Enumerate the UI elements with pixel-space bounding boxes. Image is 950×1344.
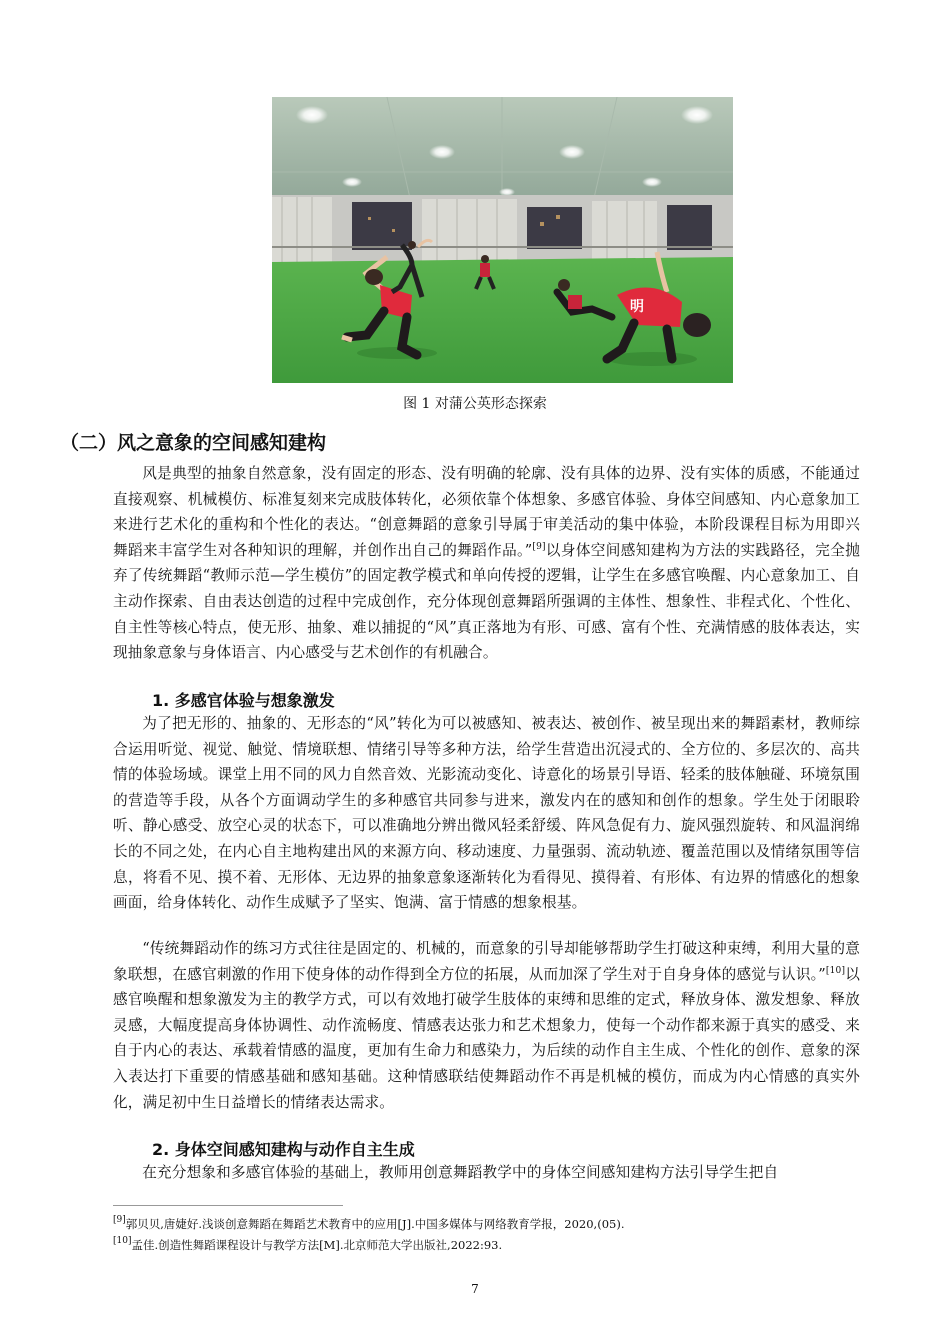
paragraph-3 bbox=[113, 936, 860, 1115]
paragraph-2: 为了把无形的、抽象的、无形态的“风”转化为可以被感知、被表达、被创作、被呈现出来的舞蹈素材，教师综合运用听觉、视觉、触觉、情境联想、情绪引导等多种方法，给学生营造出沉浸式的、全方位的、多层次的、高共情的体验场域。课堂上用不同的风力自然音效、光影流动变化、诗意化的场景引导语、轻柔的肢体触碰、环境氛围的营造等手段，从各个方面调动学生的多种感官共同参与进来，激发内在的感知和创作的想象。学生处于闭眼聆听、静心感受、放空心灵的状态下，可以准确地分辨出微风轻柔舒缓、阵风急促有力、旋风强烈旋转、和风温润绵长的不同之处，在内心自主地构建出风的来源方向、移动速度、力量强弱、流动轨迹、覆盖范围以及情绪氛围等信息，将看不见、摸不着、无形体、无边界的抽象意象逐渐转化为看得见、摸得着、有形体、有边界的情感化的想象画面，给身体转化、动作生成赋予了坚实、饱满、富于情感的想象根基。 bbox=[113, 715, 860, 912]
footnote-10-text: 孟佳.创造性舞蹈课程设计与教学方法[M].北京师范大学出版社,2022:93. bbox=[131, 1238, 503, 1252]
paragraph-1-text-a: 风是典型的抽象自然意象，没有固定的形态、没有明确的轮廓、没有具体的边界、没有实体的质感，不能通过直接观察、机械模仿、标准复刻来完成肢体转化，必须依靠个体想象、多感官体验、身体空间感知、内心意象加工来进行艺术化的重构和个性化的表达。“创意舞蹈的意象引导属于审美活动的集中体验，本阶段课程目标为用即兴舞蹈来丰富学生对各种知识的理解，并创作出自己的舞蹈作品。” bbox=[113, 465, 860, 559]
subheading-2: 2. 身体空间感知建构与动作自主生成 bbox=[152, 1140, 415, 1159]
citation-10: [10] bbox=[825, 965, 846, 976]
dance-studio-photo bbox=[272, 97, 733, 383]
paragraph-3-text-b: 以感官唤醒和想象激发为主的教学方式，可以有效地打破学生肢体的束缚和思维的定式，释放身体、激发想象、释放灵感，大幅度提高身体协调性、动作流畅度、情感表达张力和艺术想象力，使每一个动作都来源于真实的感受、来自于内心的表达、承载着情感的温度，更加有生命力和感染力，为后续的动作自主生成、个性化的创作、意象的深入表达打下重要的情感基础和感知基础。这种情感联结使舞蹈动作不再是机械的模仿，而成为内心情感的真实外化，满足初中生日益增长的情绪表达需求。 bbox=[113, 965, 861, 1111]
footnote-9-text: 郭贝贝,唐婕好.浅谈创意舞蹈在舞蹈艺术教育中的应用[J].中国多媒体与网络教育学报，2020,(05). bbox=[125, 1217, 625, 1231]
paragraph-1 bbox=[113, 461, 860, 666]
dance-studio-photo-icon bbox=[272, 97, 733, 383]
page-number: 7 bbox=[471, 1282, 479, 1296]
paragraph-1-text-b: 以身体空间感知建构为方法的实践路径，完全抛弃了传统舞蹈“教师示范—学生模仿”的固定教学模式和单向传授的逻辑，让学生在多感官唤醒、内心意象加工、自主动作探索、自由表达创造的过程中完成创作，充分体现创意舞蹈所强调的主体性、想象性、非程式化、个性化、自主性等核心特点，使无形、抽象、难以捕捉的“风”真正落地为有形、可感、富有个性、充满情感的肢体表达，实现抽象意象与身体语言、内心感受与艺术创作的有机融合。 bbox=[113, 541, 860, 662]
footnote-9-ref: [9] bbox=[113, 1215, 126, 1225]
figure-caption: 图 1 对蒲公英形态探索 bbox=[403, 396, 547, 412]
citation-9: [9] bbox=[532, 541, 546, 552]
paragraph-4: 在充分想象和多感官体验的基础上，教师用创意舞蹈教学中的身体空间感知建构方法引导学生把自 bbox=[142, 1164, 779, 1181]
section-heading: （二）风之意象的空间感知建构 bbox=[60, 432, 327, 454]
footnote-10 bbox=[113, 1237, 502, 1253]
subheading-1: 1. 多感官体验与想象激发 bbox=[152, 691, 335, 710]
svg-text:明: 明 bbox=[630, 299, 644, 315]
footnote-divider bbox=[113, 1205, 343, 1206]
paragraph-3-text-a: “传统舞蹈动作的练习方式往往是固定的、机械的，而意象的引导却能够帮助学生打破这种束缚，利用大量的意象联想，在感官刺激的作用下使身体的动作得到全方位的拓展，从而加深了学生对于自身身体的感觉与认识。” bbox=[113, 940, 860, 983]
footnote-9 bbox=[113, 1216, 624, 1232]
footnote-10-ref: [10] bbox=[113, 1236, 132, 1246]
